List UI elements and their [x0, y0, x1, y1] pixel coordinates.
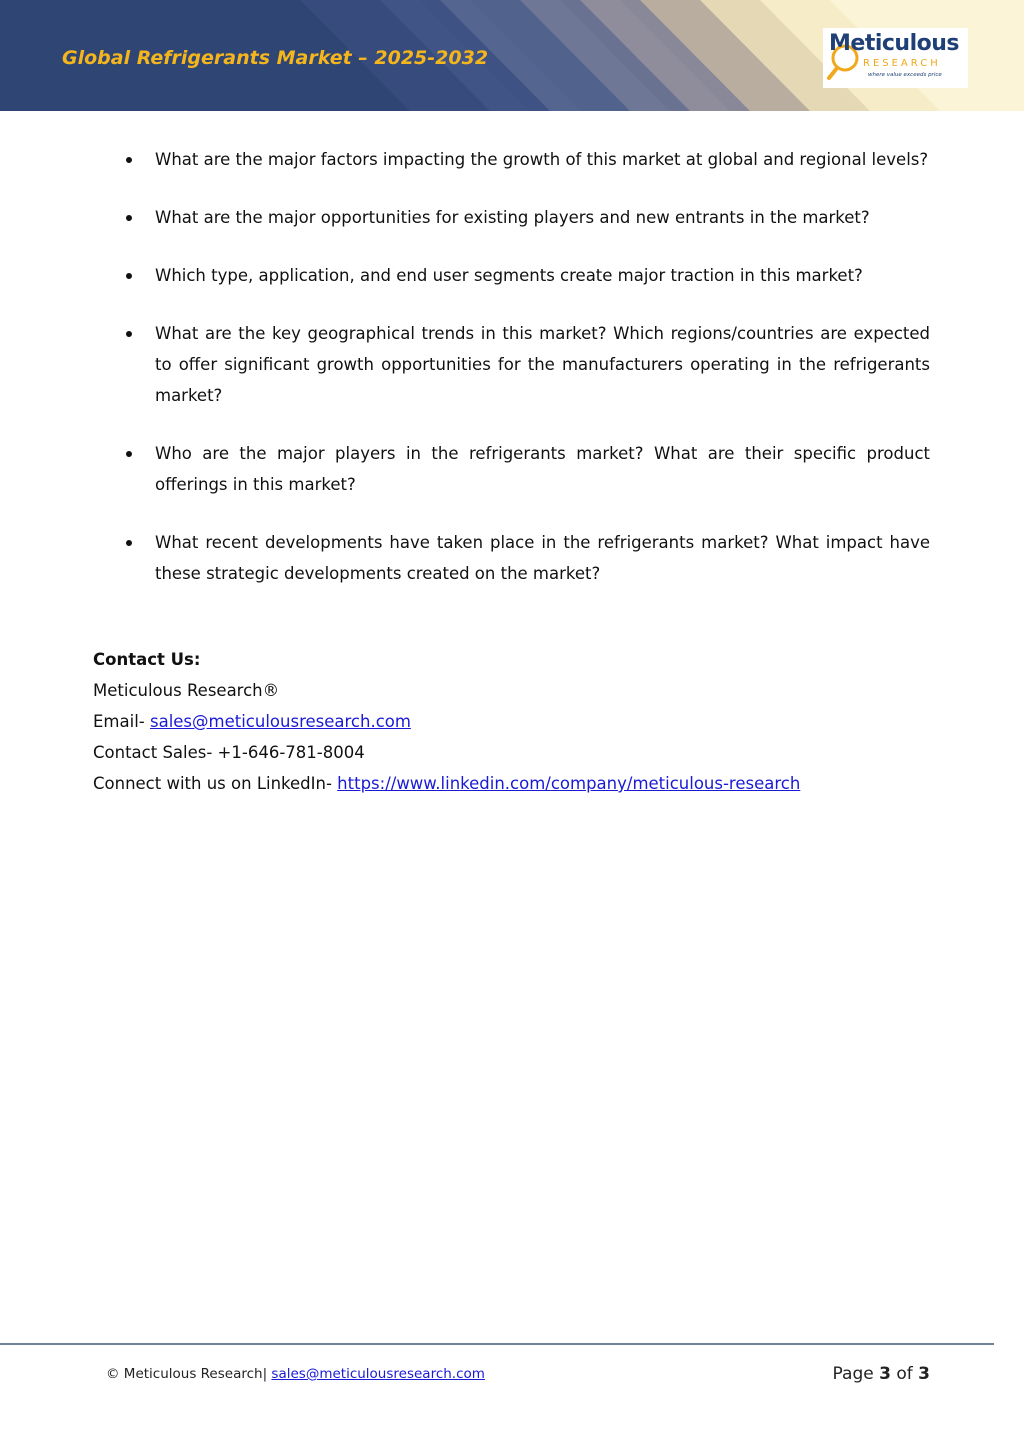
bullet-icon [126, 451, 132, 457]
question-text: What are the major opportunities for existing players and new entrants in the market? [155, 208, 870, 227]
bullet-icon [126, 215, 132, 221]
footer-email-link[interactable]: sales@meticulousresearch.com [271, 1366, 485, 1382]
page-of: of [890, 1364, 919, 1384]
logo-tagline: where value exceeds price [868, 72, 942, 78]
sales-phone-line: Contact Sales- +1-646-781-8004 [93, 743, 365, 762]
list-item [93, 318, 930, 411]
question-text: What are the key geographical trends in this market? Which regions/countries are expected to offer significant growth opportunities for the manufacturers operating in the refrigerants market? [155, 324, 930, 405]
logo-wordmark: Meticulous [829, 31, 959, 56]
copyright-text: © Meticulous Research| [106, 1366, 272, 1382]
question-text: What are the major factors impacting the growth of this market at global and regional levels? [155, 150, 929, 169]
footer-divider [0, 1343, 994, 1345]
email-line [93, 706, 930, 737]
page-total: 3 [918, 1364, 930, 1384]
bullet-icon [126, 273, 132, 279]
list-item [93, 438, 930, 500]
page-number [833, 1364, 930, 1384]
page-word: Page [832, 1364, 880, 1384]
list-item [93, 527, 930, 589]
bullet-icon [126, 540, 132, 546]
contact-heading: Contact Us: [93, 650, 201, 669]
bullet-icon [126, 157, 132, 163]
report-title: Global Refrigerants Market – 2025-2032 [62, 47, 489, 69]
question-text: What recent developments have taken place in the refrigerants market? What impact have these strategic developments created on the market? [155, 533, 930, 583]
footer-copyright [106, 1366, 485, 1382]
contact-section [93, 644, 930, 799]
page-header [0, 0, 1024, 111]
page-current: 3 [879, 1364, 891, 1384]
key-questions-list [93, 144, 930, 616]
list-item [93, 202, 930, 233]
list-item [93, 260, 930, 291]
company-logo [823, 28, 968, 88]
question-text: Who are the major players in the refrigerants market? What are their specific product offerings in this market? [155, 444, 930, 494]
linkedin-line [93, 768, 930, 799]
linkedin-label: Connect with us on LinkedIn- [93, 774, 338, 793]
question-text: Which type, application, and end user segments create major traction in this market? [155, 266, 863, 285]
logo-subtitle: RESEARCH [863, 58, 941, 69]
bullet-icon [126, 331, 132, 337]
email-label: Email- [93, 712, 150, 731]
linkedin-link[interactable]: https://www.linkedin.com/company/meticulous-research [337, 774, 801, 793]
email-link[interactable]: sales@meticulousresearch.com [149, 712, 411, 731]
list-item [93, 144, 930, 175]
company-name: Meticulous Research® [93, 681, 280, 700]
